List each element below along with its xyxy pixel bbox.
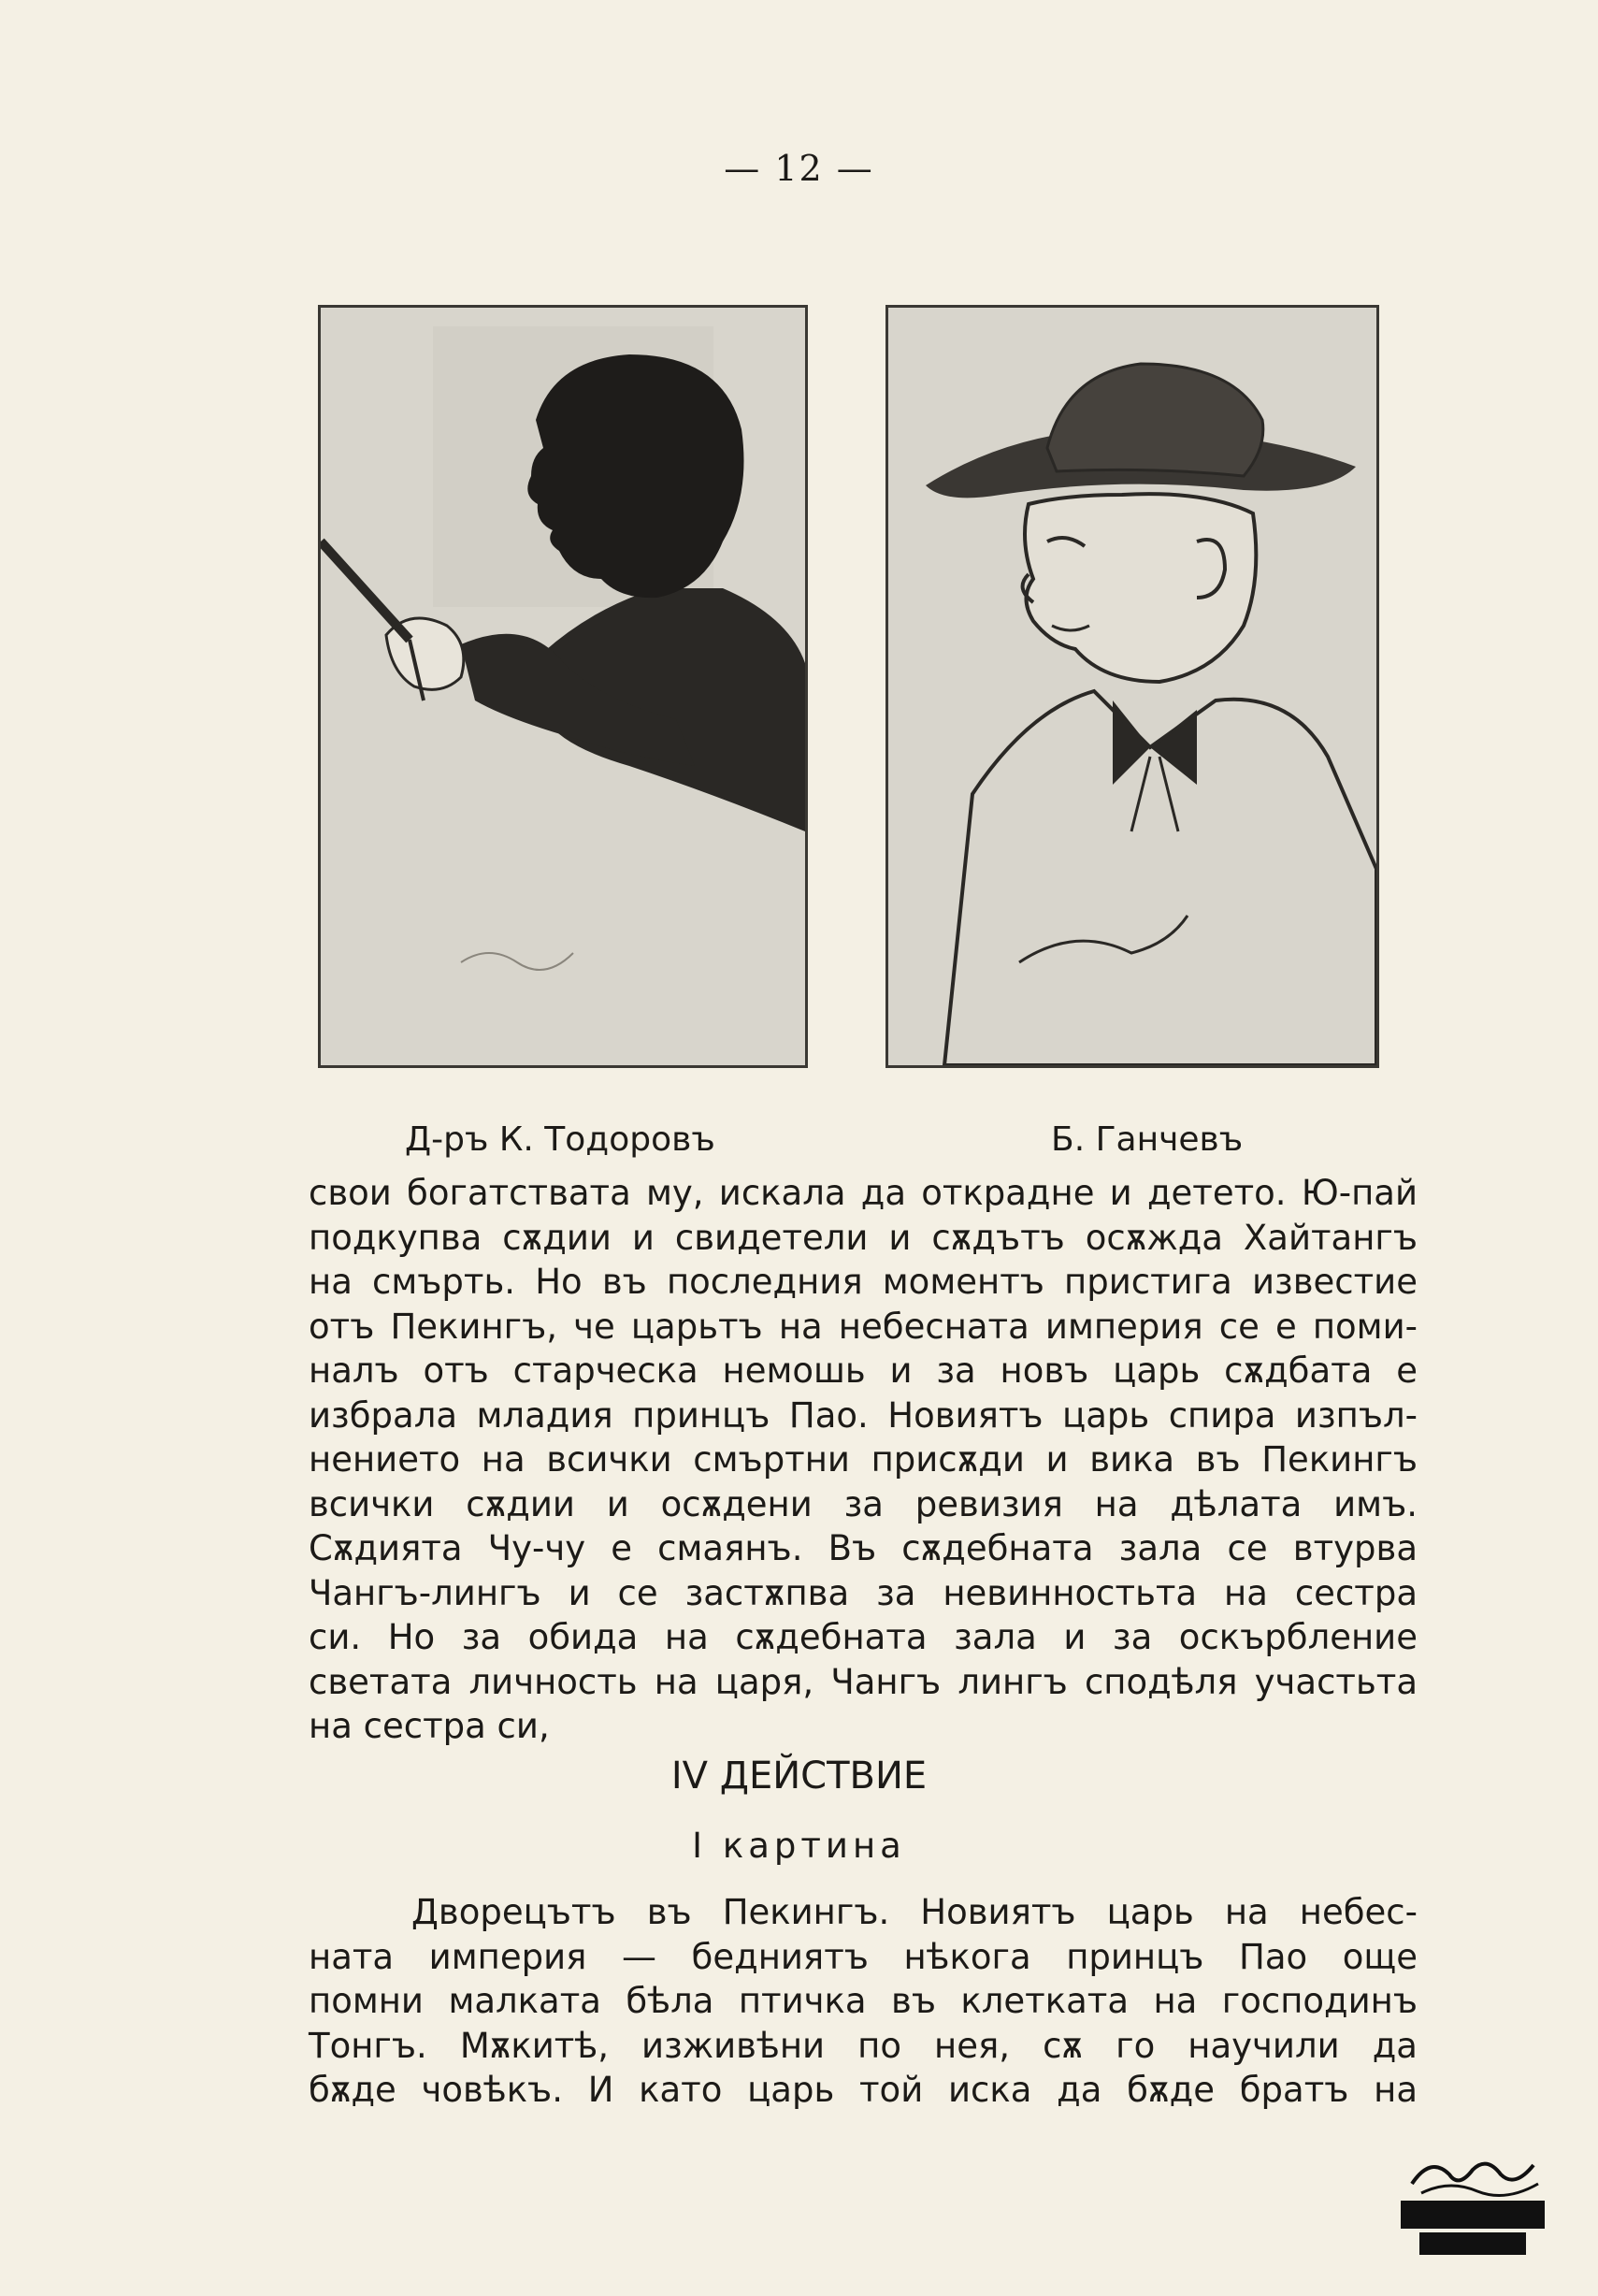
portrait-caption-ganchev: Б. Ганчевъ: [1051, 1120, 1244, 1159]
text-line: налъ отъ старческа немошь и за новъ царь сѫдбата е: [309, 1350, 1418, 1391]
national-theatre-logo: [1393, 2146, 1552, 2259]
text-line: Чангъ-лингъ и се застѫпва за невинностьта на сестра: [309, 1572, 1418, 1613]
text-line: отъ Пекингъ, че царьтъ на небесната империя се е поми-: [309, 1306, 1418, 1347]
synopsis-paragraph: [309, 1171, 1418, 1749]
text-line: нението на всички смъртни присѫди и вика въ Пекингъ: [309, 1439, 1418, 1480]
text-line: всички сѫдии и осѫдени за ревизия на дѣлата имъ.: [309, 1483, 1418, 1524]
text-line: бѫде човѣкъ. И като царь той иска да бѫде братъ на: [309, 2070, 1418, 2110]
portrait-todorov: [318, 305, 808, 1068]
text-line: ната империя — бедниятъ нѣкога принцъ Пао още: [309, 1936, 1418, 1977]
text-line: свои богатствата му, искала да открадне и детето. Ю-пай: [309, 1173, 1418, 1213]
portrait-caption-todorov: Д-ръ К. Тодоровъ: [405, 1120, 715, 1159]
portrait-ganchev: [885, 305, 1379, 1068]
scene-heading: I картина: [692, 1826, 906, 1866]
text-line: си. Но за обида на сѫдебната зала и за оскърбление: [309, 1617, 1418, 1657]
text-line: избрала младия принцъ Пао. Новиятъ царь спира изпъл-: [309, 1394, 1418, 1436]
act-heading: IV ДЕЙСТВИЕ: [670, 1754, 928, 1798]
text-line: подкупва сѫдии и свидетели и сѫдътъ осѫжда Хайтангъ: [309, 1217, 1418, 1258]
text-line: Дворецътъ въ Пекингъ. Новиятъ царь на небес-: [411, 1892, 1418, 1932]
text-line: на смърть. Но въ последния моментъ пристига известие: [309, 1262, 1418, 1302]
scene-description-paragraph: [309, 1890, 1418, 2113]
page-number: — 12 —: [724, 148, 874, 189]
silhouette-portrait-icon: [321, 308, 805, 1065]
text-line: Тонгъ. Мѫкитѣ, изживѣни по нея, сѫ го научили да: [309, 2025, 1418, 2066]
caricature-portrait-icon: [888, 308, 1376, 1065]
text-line: на сестра си,: [309, 1706, 550, 1746]
text-line: светата личность на царя, Чангъ лингъ сподѣля участьта: [309, 1661, 1418, 1702]
text-line: помни малката бѣла птичка въ клетката на господинъ: [309, 1981, 1418, 2021]
text-line: Сѫдията Чу-чу е смаянъ. Въ сѫдебната зала се втурва: [309, 1528, 1418, 1568]
